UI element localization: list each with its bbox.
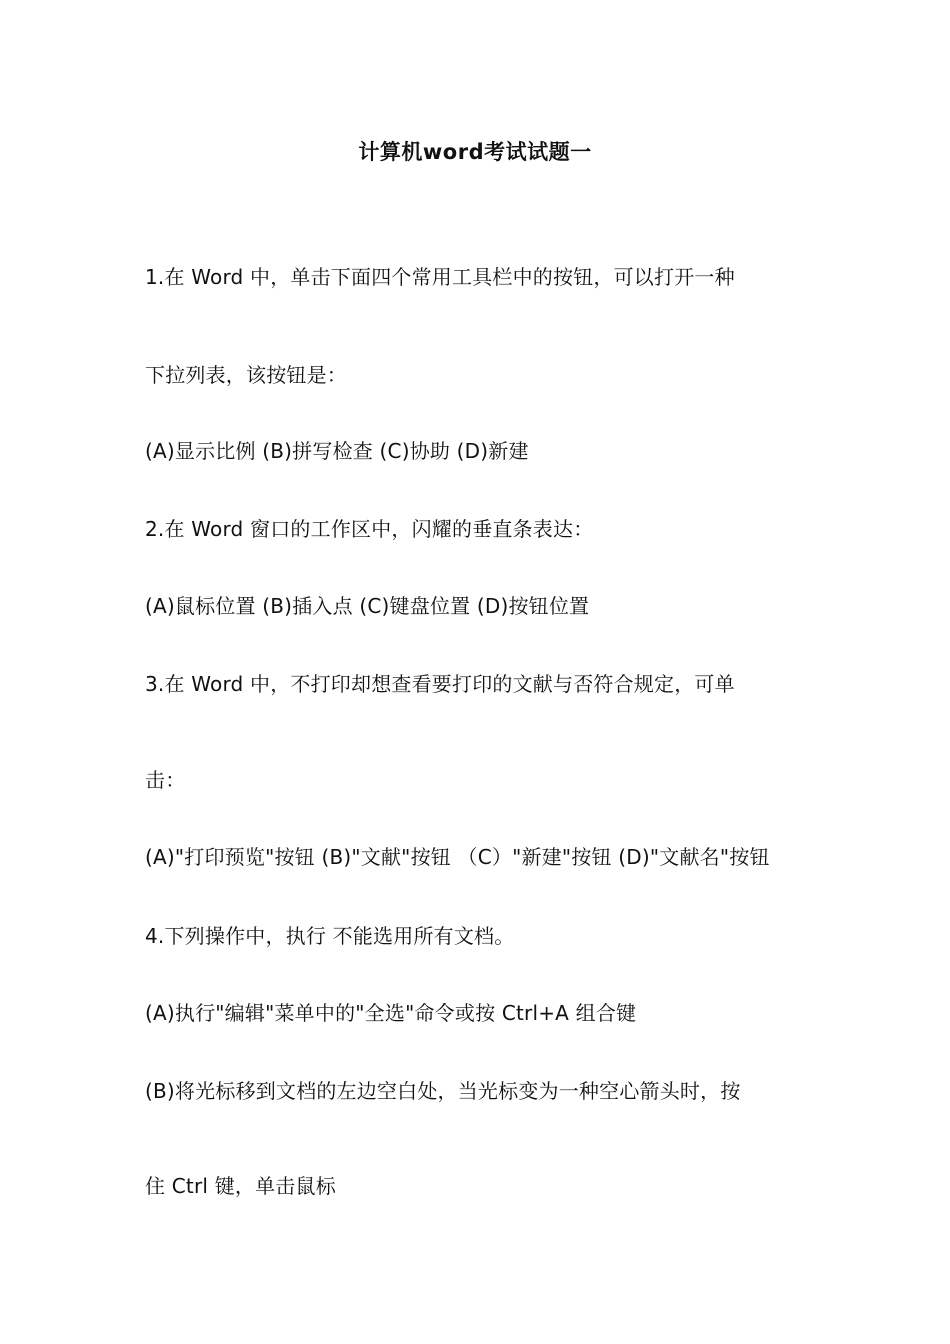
question-4-option-b-line-1: (B)将光标移到文档的左边空白处，当光标变为一种空心箭头时，按 — [145, 1079, 741, 1103]
question-1-text-line-2: 下拉列表，该按钮是： — [145, 363, 347, 387]
question-4-text: 4.下列操作中，执行 不能选用所有文档。 — [145, 924, 515, 948]
question-3-text-line-1: 3.在 Word 中，不打印却想查看要打印的文献与否符合规定，可单 — [145, 672, 735, 696]
question-1-text-line-1: 1.在 Word 中，单击下面四个常用工具栏中的按钮，可以打开一种 — [145, 265, 735, 289]
question-3-text-line-2: 击： — [145, 768, 186, 792]
question-2-options: (A)鼠标位置 (B)插入点 (C)键盘位置 (D)按钮位置 — [145, 594, 590, 618]
document-title: 计算机word考试试题一 — [358, 140, 592, 164]
question-4-option-b-line-2: 住 Ctrl 键，单击鼠标 — [145, 1174, 336, 1198]
question-1-options: (A)显示比例 (B)拼写检查 (C)协助 (D)新建 — [145, 439, 529, 463]
question-3-options: (A)"打印预览"按钮 (B)"文献"按钮 （C）"新建"按钮 (D)"文献名"按钮 — [145, 845, 770, 869]
question-2-text: 2.在 Word 窗口的工作区中，闪耀的垂直条表达： — [145, 517, 594, 541]
question-4-option-a: (A)执行"编辑"菜单中的"全选"命令或按 Ctrl+A 组合键 — [145, 1001, 637, 1025]
